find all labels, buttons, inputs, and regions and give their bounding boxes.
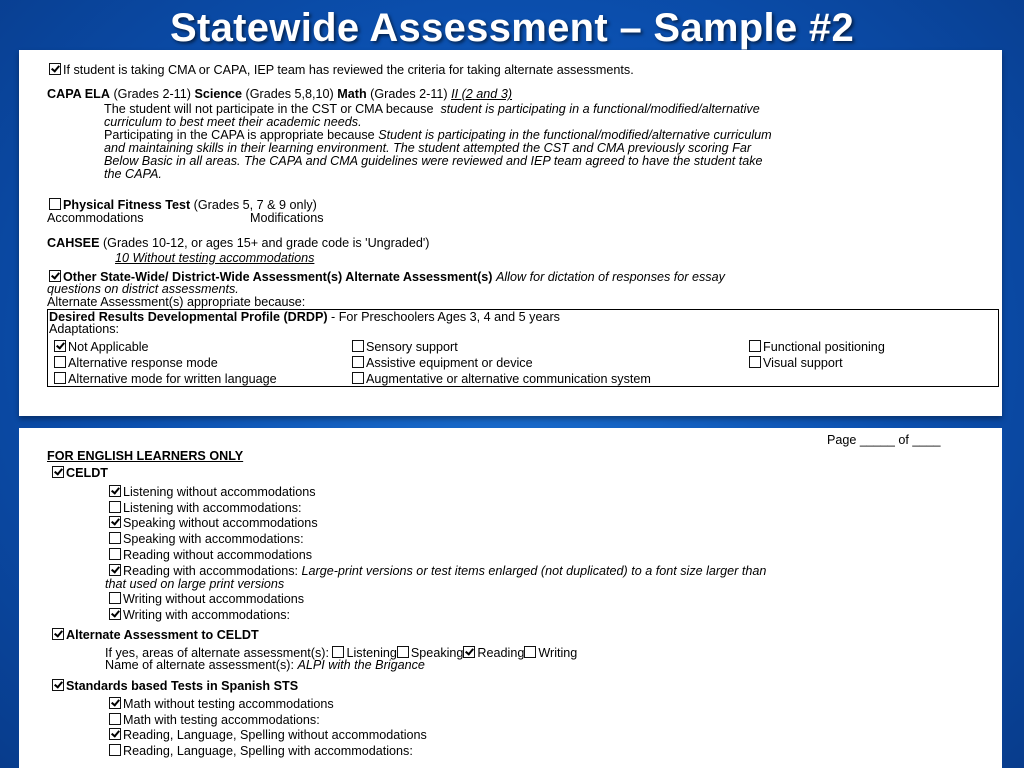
celdt-item[interactable] <box>109 592 304 607</box>
sts-row <box>52 679 298 694</box>
checkbox-icon[interactable] <box>54 340 66 352</box>
alt-celdt-row <box>52 628 259 643</box>
sts-item[interactable] <box>109 728 427 743</box>
capa-math-grades: (Grades 2-11) <box>370 87 448 101</box>
writing-checkbox[interactable] <box>524 646 536 658</box>
item-label: Speaking without accommodations <box>123 516 318 530</box>
area-label: Writing <box>538 646 578 660</box>
alt-celdt-label: Alternate Assessment to CELDT <box>66 628 259 642</box>
item-label: Math without testing accommodations <box>123 697 334 711</box>
item-label: Listening without accommodations <box>123 485 316 499</box>
item-label: Writing with accommodations: <box>123 608 291 622</box>
checkbox-icon[interactable] <box>109 564 121 576</box>
checkbox-icon[interactable] <box>109 744 121 756</box>
item-label: Reading with accommodations: <box>123 564 299 578</box>
listening-checkbox[interactable] <box>332 646 344 658</box>
form-page-top <box>19 50 1002 416</box>
alt-name-label: Name of alternate assessment(s): <box>105 658 294 672</box>
drdp-adaptations: Adaptations: <box>49 322 120 336</box>
option-label: Assistive equipment or device <box>366 356 533 370</box>
item-label: Math with testing accommodations: <box>123 713 320 727</box>
option-label: Not Applicable <box>68 340 149 354</box>
sts-checkbox[interactable] <box>52 679 64 691</box>
sts-item[interactable] <box>109 744 413 759</box>
drdp-label: Desired Results Developmental Profile (DRDP) <box>49 310 328 324</box>
item-label: Reading, Language, Spelling with accommodations: <box>123 744 413 758</box>
checkbox-icon[interactable] <box>749 340 761 352</box>
celdt-item-detail-cont: that used on large print versions <box>105 577 285 591</box>
capa-heading <box>47 88 512 102</box>
item-detail: Large-print versions or test items enlarged (not duplicated) to a font size larger than <box>301 564 767 578</box>
other-assessment-checkbox[interactable] <box>49 270 61 282</box>
celdt-item[interactable] <box>109 485 316 500</box>
checkbox-icon[interactable] <box>352 340 364 352</box>
item-label: Listening with accommodations: <box>123 501 302 515</box>
checkbox-icon[interactable] <box>109 713 121 725</box>
option-label: Sensory support <box>366 340 458 354</box>
capa-appropriate-value: Student is participating in the functional/modified/alternative curriculum <box>378 128 772 142</box>
celdt-checkbox[interactable] <box>52 466 64 478</box>
reading-checkbox[interactable] <box>463 646 475 658</box>
area-label: Reading <box>477 646 525 660</box>
alt-celdt-checkbox[interactable] <box>52 628 64 640</box>
capa-ela-grades: (Grades 2-11) <box>113 87 191 101</box>
option-label: Alternative mode for written language <box>68 372 277 386</box>
pft-modifications: Modifications <box>250 211 324 225</box>
celdt-label: CELDT <box>66 466 108 480</box>
drdp-option-not-applicable[interactable] <box>54 340 149 355</box>
checkbox-icon[interactable] <box>109 697 121 709</box>
drdp-option-augmentative[interactable] <box>352 372 651 387</box>
checkbox-icon[interactable] <box>109 592 121 604</box>
checkbox-icon[interactable] <box>352 356 364 368</box>
checkbox-icon[interactable] <box>109 516 121 528</box>
drdp-box <box>47 309 999 387</box>
cahsee-label: CAHSEE <box>47 236 100 250</box>
celdt-item[interactable] <box>109 501 302 516</box>
checkbox-icon[interactable] <box>109 608 121 620</box>
capa-line-5: Below Basic in all areas. The CAPA and CMA guidelines were reviewed and IEP team agreed to have the student take <box>104 154 763 168</box>
option-label: Visual support <box>763 356 843 370</box>
capa-ela-label: CAPA ELA <box>47 87 110 101</box>
item-label: Reading without accommodations <box>123 548 313 562</box>
pft-grades: (Grades 5, 7 & 9 only) <box>193 198 317 212</box>
item-label: Reading, Language, Spelling without accommodations <box>123 728 427 742</box>
slide-title: Statewide Assessment – Sample #2 <box>170 6 854 50</box>
drdp-option-assistive[interactable] <box>352 356 533 371</box>
pft-label: Physical Fitness Test <box>63 198 191 212</box>
area-label: Speaking <box>410 646 464 660</box>
cahsee-desc: (Grades 10-12, or ages 15+ and grade code is 'Ungraded') <box>102 236 430 250</box>
checkbox-icon[interactable] <box>109 501 121 513</box>
checkbox-icon[interactable] <box>352 372 364 384</box>
capa-appropriate-label: Participating in the CAPA is appropriate because <box>104 128 375 142</box>
drdp-option-alt-response[interactable] <box>54 356 218 371</box>
areas-prefix: If yes, areas of alternate assessment(s): <box>105 646 329 660</box>
option-label: Augmentative or alternative communication system <box>366 372 651 386</box>
checkbox-icon[interactable] <box>109 728 121 740</box>
checkbox-icon[interactable] <box>54 356 66 368</box>
sts-item[interactable] <box>109 697 334 712</box>
cahsee-value: 10 Without testing accommodations <box>115 251 315 265</box>
capa-reason-value: student is participating in a functional/modified/alternative <box>440 102 760 116</box>
checkbox-icon[interactable] <box>749 356 761 368</box>
checkbox-icon[interactable] <box>109 548 121 560</box>
other-assessment-desc-cont: questions on district assessments. <box>47 282 239 296</box>
capa-math-label: Math <box>337 87 367 101</box>
celdt-item[interactable] <box>109 608 290 623</box>
iep-review-row <box>49 63 634 78</box>
sts-label: Standards based Tests in Spanish STS <box>66 679 299 693</box>
capa-math-value: II (2 and 3) <box>451 87 513 101</box>
drdp-option-visual-support[interactable] <box>749 356 843 371</box>
drdp-heading <box>49 311 560 325</box>
capa-line-6: the CAPA. <box>104 167 162 181</box>
alternate-appropriate: Alternate Assessment(s) appropriate because: <box>47 295 306 309</box>
iep-review-text: If student is taking CMA or CAPA, IEP team has reviewed the criteria for taking alternate assessments. <box>63 63 634 77</box>
pft-checkbox[interactable] <box>49 198 61 210</box>
sts-item[interactable] <box>109 713 320 728</box>
drdp-option-functional-positioning[interactable] <box>749 340 885 355</box>
cahsee-row <box>47 237 430 251</box>
alt-celdt-name <box>105 659 425 673</box>
capa-reason-label: The student will not participate in the CST or CMA because <box>104 102 434 116</box>
area-label: Listening <box>346 646 397 660</box>
drdp-desc: - For Preschoolers Ages 3, 4 and 5 years <box>327 310 560 324</box>
celdt-item[interactable] <box>109 516 318 531</box>
form-page-bottom <box>19 428 1002 768</box>
capa-line-4: and maintaining skills in their learning environment. The student attempted the CST and CMA previously scoring Far <box>104 141 752 155</box>
other-assessment-label: Other State-Wide/ District-Wide Assessment(s) Alternate Assessment(s) <box>63 270 493 284</box>
speaking-checkbox[interactable] <box>397 646 409 658</box>
pft-accommodations: Accommodations <box>47 211 144 225</box>
item-label: Speaking with accommodations: <box>123 532 304 546</box>
other-assessment-desc: Allow for dictation of responses for essay <box>495 270 725 284</box>
iep-review-checkbox[interactable] <box>49 63 61 75</box>
el-heading: FOR ENGLISH LEARNERS ONLY <box>47 449 244 463</box>
celdt-item[interactable] <box>109 532 304 547</box>
checkbox-icon[interactable] <box>109 485 121 497</box>
celdt-row <box>52 466 108 481</box>
alt-name-value: ALPI with the Brigance <box>297 658 425 672</box>
item-label: Writing without accommodations <box>123 592 305 606</box>
checkbox-icon[interactable] <box>109 532 121 544</box>
celdt-item[interactable] <box>109 548 312 563</box>
page-number: Page _____ of ____ <box>827 433 941 447</box>
capa-science-label: Science <box>194 87 243 101</box>
drdp-option-alt-written[interactable] <box>54 372 277 387</box>
option-label: Functional positioning <box>763 340 885 354</box>
checkbox-icon[interactable] <box>54 372 66 384</box>
capa-science-grades: (Grades 5,8,10) <box>245 87 334 101</box>
option-label: Alternative response mode <box>68 356 218 370</box>
capa-line-2: curriculum to best meet their academic needs. <box>104 115 362 129</box>
drdp-option-sensory-support[interactable] <box>352 340 458 355</box>
